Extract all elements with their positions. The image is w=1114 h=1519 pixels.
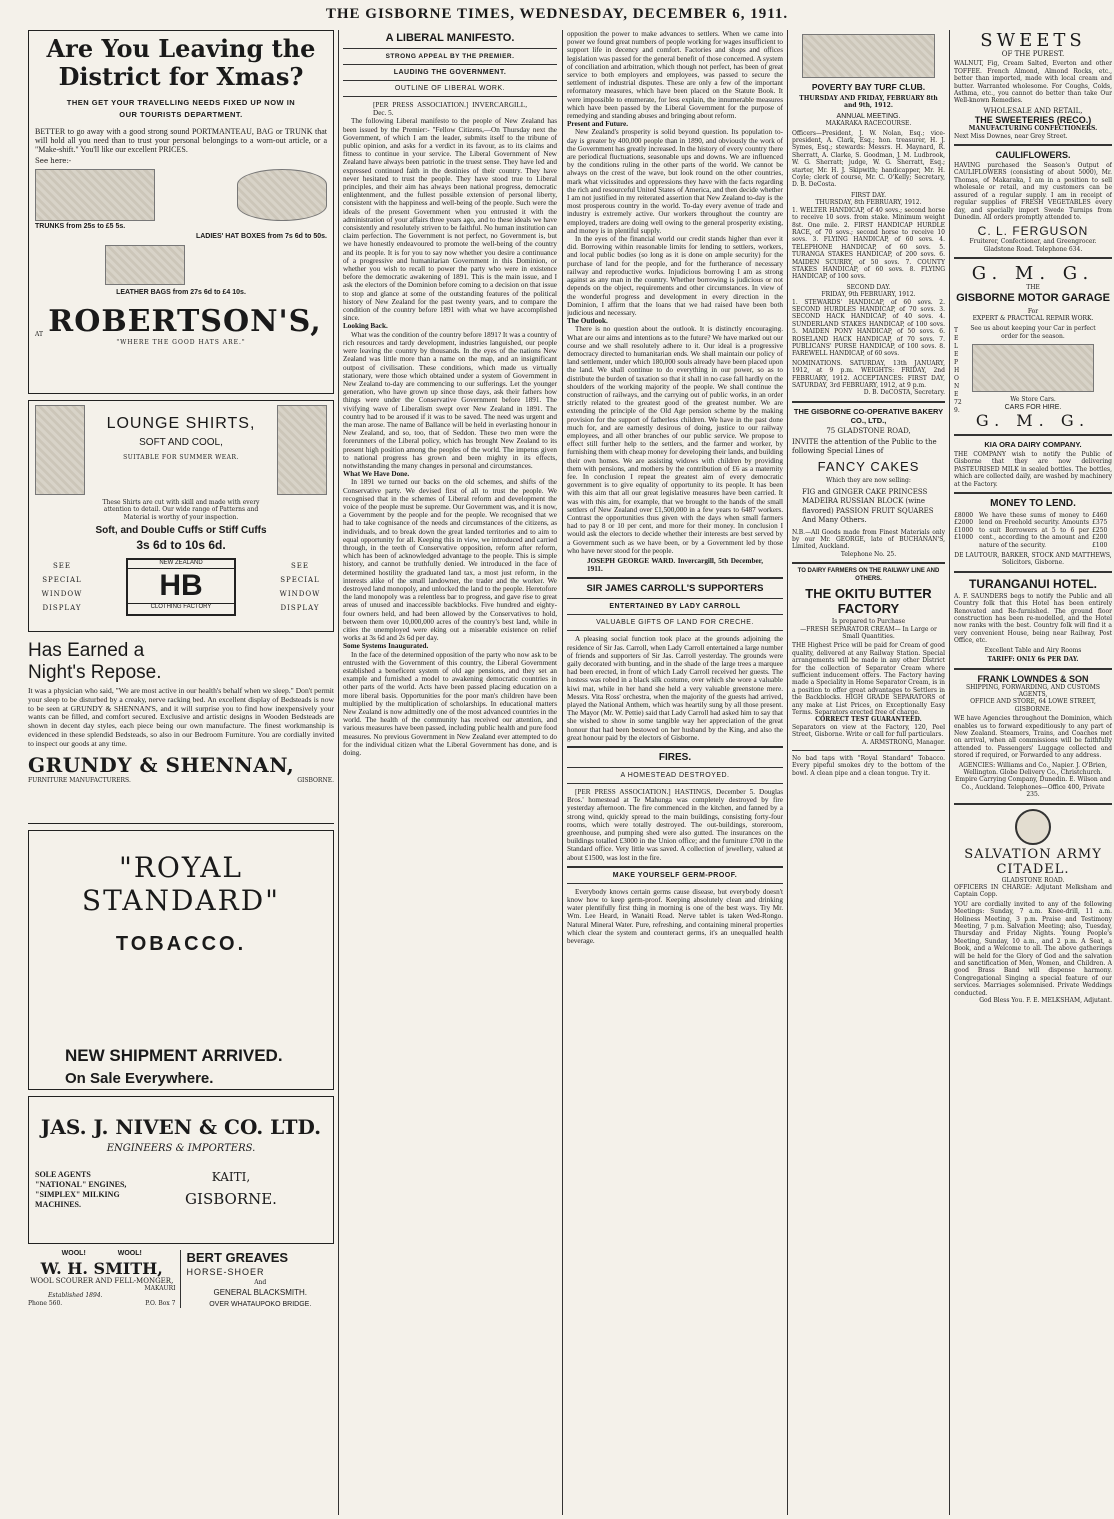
bakery-fancy-cakes: FANCY CAKES: [817, 459, 920, 475]
money-amounts-right: £460 £375 £250 £200 £100: [1092, 512, 1108, 549]
okitu-pre: TO DAIRY FARMERS ON THE RAILWAY LINE AND OTHERS.: [797, 568, 940, 582]
manifesto-para-2: What was the condition of the country before 1891? It was a country of rich resources and tardy development, industries languished, our people were leaving the country by thousands. In the eyes of the nations New Zealand was little more than a name on the map, and an insignificant outpost of civilisation. These conditions, which made us virtually stationary, were those which obtained under a system of Government in New Zealand to-day are commencing to our sufferings. Let the younger generation, who have grown up since those days, ask their fathers how things were under the Conservative Government before 1891. The vivifying wave of Liberalism swept over New Zealand in 1891. The country had to be aroused if it was to be saved. The need was urgent and the man arose. The name of Ballance will be held in everlasting honour in New Zealand, and so, too, that of Seddon. These two men were the forerunners of the Liberal policy, which has brought New Zealand to its present high position among the peoples of the world. The impetus given to national progress has grown and been mighty in its effects, notwithstanding the many changes in personal and circumstances.: [343, 330, 557, 470]
salvation-signature: God Bless You. F. E. MELKSHAM, Adjutant.: [979, 997, 1112, 1005]
sweets-purest: OF THE PUREST.: [1001, 50, 1065, 58]
trunk-illustration: [35, 169, 155, 221]
sweets-title: SWEETS: [980, 30, 1086, 51]
hb-logo-top: NEW ZEALAND: [128, 560, 234, 568]
cauliflowers-ad: [954, 150, 1112, 253]
lowndes-address: OFFICE AND STORE, 64 LOWE STREET, GISBORNE.: [970, 698, 1096, 713]
shirt-illustration-right: [277, 405, 327, 495]
greaves-ad: [187, 1250, 335, 1308]
sweets-address: Next Miss Downes, near Grey Street.: [954, 132, 1068, 140]
grundy-headline: Has Earned a Night's Repose.: [28, 640, 162, 683]
kia-ora-title: KIA ORA DAIRY COMPANY.: [984, 439, 1082, 449]
fires-subtitle: A HOMESTEAD DESTROYED.: [620, 772, 730, 780]
garage-hire: CARS FOR HIRE.: [1004, 403, 1062, 411]
hb-logo-mark: HB: [159, 568, 203, 602]
manifesto-signature: JOSEPH GEORGE WARD. Invercargill, 5th December, 1911.: [587, 557, 763, 574]
manifesto-para-4: In the face of the determined opposition of the party who now ask to be entrusted with the Government of this country, the Liberal Government established a beneficent system of old age pensions, and they set an example and furnished a model to awakening democratic countries in other parts of the world. Acts have been passed placing education on a more liberal basis. Opportunities for the poor man's children have been multiplied by the multiplication of scholarships. In educational matters New Zealand is now admittedly one of the most advanced countries in the world. The health of the community has received our attention, and various measures have been passed, including public health and pure food measures. No previous Government in New Zealand ever attempted to do for the individual citizen what the Liberal Government has done, and is doing.: [343, 650, 557, 758]
okitu-body: THE Highest Price will be paid for Cream of good quality, delivered at any Railway Station. Special arrangements will be made in any other District for the collection of Separator Cream where sufficient inducement offers. The Factory having made a Speciality in Home Separator Cream, is in a position to offer great advantages to Settlers in the Backblocks. HIGH GRADE SEPARATORS of any make at List Prices, on Exceptionally Easy Terms. Separators erected free of charge.: [792, 642, 945, 716]
salvation-title: SALVATION ARMY CITADEL.: [964, 846, 1102, 877]
bakery-address: 75 GLADSTONE ROAD,: [826, 426, 911, 435]
shirts-line2: SOFT AND COOL,: [139, 437, 223, 448]
okitu-ad: [792, 568, 945, 777]
germ-proof-body: Everybody knows certain germs cause disease, but everybody doesn't know how to keep germ-proof. Keeping absolutely clean and drinking water plentifully first thing in morning is one of the best ways. Try Mr. Wm. Lee Heard, in Wanaiti Road. Nerve tablet is taken Wed-Rongo. Natural Mineral Water. Pure, refreshing, and containing mineral properties which clear the system and counteract germs, it's an unequalled health beverage.: [567, 887, 783, 946]
bakery-title: THE GISBORNE CO-OPERATIVE BAKERY CO., LTD.,: [793, 406, 944, 425]
niven-kaiti: KAITI,: [211, 1170, 251, 1184]
see-window-right: SEE SPECIAL WINDOW DISPLAY: [279, 562, 321, 613]
column-rule: [562, 30, 563, 1515]
shirts-body: These Shirts are cut with skill and made with every attention to detail. Our wide range of Patterns and Material is worthy of your inspection.: [102, 499, 260, 521]
turf-meeting: ANNUAL MEETING.: [836, 112, 901, 120]
manifesto-byline: [PER PRESS ASSOCIATION.] INVERCARGILL, Dec. 5.: [373, 101, 527, 118]
money-title: MONEY TO LEND.: [990, 498, 1076, 509]
at-label: AT: [35, 331, 44, 339]
turanganui-hotel-ad: [954, 577, 1112, 664]
grundy-shennan-ad: [28, 638, 334, 824]
greaves-address: OVER WHATAUPOKO BRIDGE.: [209, 1301, 312, 1309]
okitu-manager: A. ARMSTRONG, Manager.: [861, 738, 945, 746]
lowndes-ad: [954, 674, 1112, 799]
column-turf-bakery-okitu: [792, 30, 945, 1515]
tobacco-title: "ROYAL STANDARD": [81, 851, 281, 917]
carroll-subtitle: ENTERTAINED BY LADY CARROLL: [609, 603, 741, 611]
greaves-trade: GENERAL BLACKSMITH.: [213, 1288, 307, 1298]
grundy-logo: GRUNDY & SHENNAN,: [28, 752, 295, 777]
motor-car-illustration: [972, 344, 1094, 392]
sweets-ad: [954, 30, 1112, 140]
germ-proof-title: MAKE YOURSELF GERM-PROOF.: [612, 871, 738, 879]
money-firm: DE LAUTOUR, BARKER, STOCK AND MATTHEWS, Solicitors, Gisborne.: [954, 552, 1112, 567]
okitu-cream: —FRESH SEPARATOR CREAM— In Large or Small Quantities.: [800, 625, 937, 640]
bakery-which: Which they are now selling:: [826, 477, 911, 485]
grundy-town: GISBORNE.: [297, 776, 334, 784]
manifesto-continued-3: In the eyes of the financial world our credit stands higher than ever it did. Borrowing within reasonable limits for lending to settlers, workers, and local public bodies (so long as it is done on ample security) for the purchase of land for the people, and for the furtherance of necessary railway and reproductive works. Injudicious borrowing I am as strong against as any man in the country. Whether borrowing is judicious or not depends on the object, requirements and other circumstances. In view of the wonderful progress and development in every direction in the Dominion, I affirm that the loans that we had raised have been both judicious and necessary.: [567, 235, 783, 317]
salvation-army-ad: [954, 809, 1112, 1005]
turf-officers: Officers—President, J. W. Nolan, Esq.; vice-president, A. Clark, Esq.; hon. treasurer, H. J. Symes, Esq.; stewards: Messrs. H. Maynard, R. Sherratt, A. Clarke, S. Goodman, J. M. Ludbrook, W. G. Sherratt; judge, W. G. Sherratt, Esq.; starter, Mr. H. J. Skipwith; handicapper, Mr. H. Coyle; clerk of course, Mr. C. O'Kelly; Secretary, D. B. DeCosta.: [792, 129, 945, 189]
smith-ad: [28, 1250, 181, 1308]
horse-racing-illustration: [802, 34, 935, 78]
bakery-nb: N.B.—All Goods made from Finest Materials only by our Mr. GEORGE, late of BUCHANAN'S, Limited, Auckland.: [792, 528, 945, 551]
see-window-left: SEE SPECIAL WINDOW DISPLAY: [41, 562, 83, 613]
sweets-manufacturing: MANUFACTURING CONFECTIONERS.: [968, 125, 1098, 133]
turf-day1: FIRST DAY.: [850, 191, 887, 199]
lowndes-title: FRANK LOWNDES & SON: [977, 673, 1089, 684]
salvation-officers: OFFICERS IN CHARGE: Adjutant Melksham and Captain Copp.: [954, 884, 1112, 899]
turf-races-day2: 1. STEWARDS' HANDICAP, of 60 sovs. 2. SECOND HURDLES HANDICAP, of 70 sovs. 3. SECOND HACK HANDICAP, of 40 sovs. 4. SUNDERLAND STAKES HANDICAP, of 100 sovs. 5. MAIDEN PONY HANDICAP, of 50 sovs. 6. ROSELAND HACK HANDICAP, of 70 sovs. 7. PUBLICANS' PURSE HANDICAP, of 100 sovs. 8. FAREWELL HANDICAP, of 60 sovs.: [792, 298, 945, 358]
garage-see: See us about keeping your Car in perfect order for the season.: [970, 325, 1096, 340]
robertsons-logo: ROBERTSON'S,: [48, 303, 322, 339]
smith-trade: WOOL SCOURER AND FELL-MONGER,: [30, 1276, 174, 1285]
column-advertisements-left: [28, 30, 334, 1515]
greaves-name: BERT GREAVES: [186, 1250, 289, 1265]
masthead: THE GISBORNE TIMES, WEDNESDAY, DECEMBER 6, 1911.: [325, 5, 789, 22]
manifesto-sub1: STRONG APPEAL BY THE PREMIER.: [385, 53, 515, 60]
niven-title: JAS. J. NIVEN & CO. LTD.: [40, 1115, 322, 1139]
carroll-subtitle-2: VALUABLE GIFTS OF LAND FOR CRECHE.: [596, 619, 754, 627]
niven-subtitle: ENGINEERS & IMPORTERS.: [106, 1143, 256, 1154]
garage-expert: EXPERT & PRACTICAL REPAIR WORK.: [972, 314, 1094, 322]
money-to-lend-ad: [954, 498, 1112, 567]
turf-day1-date: THURSDAY, 8th FEBRUARY, 1912.: [815, 199, 922, 207]
cauliflowers-body: HAVING purchased the Season's Output of CAULIFLOWERS (consisting of about 5000), Mr. Thomas, of Makaraka, I am in a position to sell wholesale or retail, and my customers can be assured of a regular supply. I am in receipt of regular supplies of FRESH VEGETABLES every day, and specially import Swede Turnips from Dunedin. All orders promptly attended to.: [954, 162, 1112, 221]
tobacco-sale: On Sale Everywhere.: [65, 1070, 214, 1087]
turf-day2: SECOND DAY.: [846, 283, 891, 291]
robertsons-ad: [28, 30, 334, 394]
lowndes-sub: SHIPPING, FORWARDING, AND CUSTOMS AGENTS,: [965, 683, 1101, 698]
smith-place: MAKAURI: [144, 1285, 176, 1292]
manifesto-title: A LIBERAL MANIFESTO.: [385, 32, 515, 44]
lounge-shirts-ad: [28, 400, 334, 632]
garage-store: We Store Cars.: [1010, 396, 1056, 404]
robertsons-headline: Are You Leaving the District for Xmas?: [46, 34, 316, 91]
shirts-line3: SUITABLE FOR SUMMER WEAR.: [123, 454, 239, 461]
manifesto-sub3: OUTLINE OF LIBERAL WORK.: [394, 85, 506, 92]
manifesto-continued-4: There is no question about the outlook. It is distinctly encouraging. What are our aims and intentions as to the future? We have marked out our course and we shall resolutely adhere to it. Our ideal is a progressive democracy directed to humanitarian ends. We shall maintain our policy of land settlement, under which 180,000 souls already have been placed upon the land. We shall continue to do everything in our power, so as to distribute the burden of taxation so that it shall in no case fall hardly on the shoulders of the working majority of the people. We shall continue the construction of railways, and the carrying out of public works, in an order strictly related to the greatest good of the greatest number. We are extending the principle of the Old Age pension scheme by the making provision for the support of fatherless children. We have in the past done much for, and are earnestly desirous of doing, justice to our railway employees, and all other branches of our public service. We propose to effect still further help to the settlers, and the farmer and worker, by furnishing them with cheap money for developing their lands, and building their own homes. We are assisting widows with children by providing them with pensions, and mothers by the contribution of £6 as a maternity fee. In conclusion I repeat the greatest aim of every democratic government is to give equality of opportunity to its people. It has been with this aim that all our great legislative measures have been carried. It was with this aim, for example, that we brought to the hands of the small settlers of New Zealand over £1,500,000 in a few years to 6487 workers. Contrast the opportunities thus given with the days when small farmers had to pay 8 or 10 per cent, and more for their money. In conclusion I would ask the electors to decide whether their interests are best served by a Government such as we have been, or by a Government led by those who have never stood for the people.: [567, 325, 783, 555]
hotel-table: Excellent Table and Airy Rooms: [984, 646, 1082, 654]
okitu-purchase: Is prepared to Purchase: [831, 618, 906, 626]
fires-title: FIRES.: [658, 752, 692, 764]
ferguson-trade: Fruiterer, Confectioner, and Greengrocer. Gladstone Road. Telephone 634.: [969, 238, 1097, 253]
greaves-horseshoer: HORSE-SHOER: [186, 1267, 265, 1277]
hb-logo: [126, 558, 236, 616]
column-rule: [949, 30, 950, 1515]
bag-illustration: [105, 245, 185, 285]
robertsons-subhead: THEN GET YOUR TRAVELLING NEEDS FIXED UP NOW IN OUR TOURISTS DEPARTMENT.: [66, 98, 296, 119]
kia-ora-body: THE COMPANY wish to notify the Public of Gisborne that they are now delivering PASTEURISED MILK in sealed bottles. The bottles, which are collected daily, are washed by machinery at the Factory.: [954, 450, 1112, 488]
hotel-tariff: TARIFF: ONLY 6s PER DAY.: [987, 656, 1079, 664]
manifesto-heading-present-future: Present and Future.: [567, 120, 629, 129]
royal-standard-tobacco-ad: [28, 830, 334, 1090]
salvation-body: YOU are cordially invited to any of the following Meetings: Sunday, 7 a.m. Knee-drill, 11 a.m. Holiness Meeting, 3 p.m. Praise and Testimony Meeting, 7 p.m. Salvation Meeting; also, Tuesday, Thursday and Friday Nights. Young People's Meeting, Sunday, 10 a.m., and 2 p.m. A Seat, a Book, and a Welcome to all. The above gatherings will be held for the Glory of God and the salvation and sanctification of Men, Women, and Children. A good Brass Band will dispense harmony. Congregational Singing a special feature of our services. Marriages solemnised. Private Weddings conducted.: [954, 900, 1112, 997]
smith-name: W. H. SMITH,: [40, 1258, 163, 1278]
robertsons-body: BETTER to go away with a good strong sound PORTMANTEAU, BAG or TRUNK that will hold all you need than to trust your personal belongings to a worn-out article, or a "Make-shift." You'll like our excellent PRICES.: [35, 127, 327, 154]
sweets-body: WALNUT, Fig, Cream Salted, Everton and other TOFFEE. French Almond, Almond Rocks, etc., better than imported, made with local cream and butter. Warranted wholesome. For Coughs, Colds, Asthma, etc., you cannot do better than take Our Well-known Remedies.: [954, 60, 1112, 105]
see-here-label: See here:-: [35, 157, 72, 165]
ferguson-name: C. L. FERGUSON: [977, 224, 1089, 239]
lowndes-body: WE have Agencies throughout the Dominion, which enables us to forward expeditiously to any part of New Zealand. Steamers, Trains, and Coaches met on arrival, when all commissions will be faithfully attended to. Passengers' Luggage collected and stored if required, or Forwarded to any address.: [954, 715, 1112, 760]
manifesto-continued-2: New Zealand's prosperity is solid beyond question. Its population to-day is greater by 400,000 people than in 1890, and obviously the work of the Government has greatly increased. In the history of every country there are periodical fluctuations, seasonable ups and downs. We are influenced by the conditions ruling in the other parts of the world. We cannot be always on the crest of the wave, but look round on the other countries, mark what vicissitudes and oppressions they have with the facts regarding the rich and resourceful United States of America, and then decide whether I am not justified in my reiterated assertion that New Zealand to-day is the most prosperous country in the world. To-day every avenue of trade and industry is extremely active. Our workers throughout the country are employed, traders are doing well owing to the general prosperity existing, and money is in plentiful supply.: [567, 128, 783, 235]
manifesto-heading-systems: Some Systems Inaugurated.: [343, 642, 429, 651]
hotel-title: TURANGANUI HOTEL.: [969, 576, 1097, 591]
okitu-title: THE OKITU BUTTER FACTORY: [805, 586, 932, 617]
column-liberal-manifesto: [343, 30, 557, 1515]
niven-agents: SOLE AGENTS "NATIONAL" ENGINES, "SIMPLEX" MILKING MACHINES.: [35, 1170, 127, 1209]
kia-ora-ad: [954, 440, 1112, 488]
okitu-view: Separators on view at the Factory, 120, Peel Street, Gisborne. Write or call for full particulars.: [792, 723, 945, 739]
hatboxes-price: LADIES' HAT BOXES from 7s 6d to 50s.: [195, 232, 327, 240]
manifesto-continued-1: opposition the power to make advances to settlers. When we came into power we found great numbers of people working for wages insufficient to support life in decency and comfort. Factories and shops and offices legislation was passed for the general benefit of those concerned. A system of conciliation and arbitration, which though not perfect, has been of great service to both employers and employees, was passed to secure the settlement of industrial disputes. These are only a few of the important reformatory measures, which have been placed on the Statute Book. It were impossible to enumerate, for less explain, the innumerable measures which have been passed by the Liberal Government for the purpose of remedying and standing abuses and bringing about reform.: [567, 30, 783, 121]
tobacco-shipment: NEW SHIPMENT ARRIVED.: [65, 1046, 283, 1065]
shirts-price: 3s 6d to 10s 6d.: [136, 538, 226, 553]
carroll-title: SIR JAMES CARROLL'S SUPPORTERS: [586, 583, 764, 595]
niven-gisborne: GISBORNE.: [185, 1190, 277, 1208]
money-body: We have these sums of money to lend on Freehold security. Amounts to suit Borrowers at 5 to 6 per cent., according to the amount and nature of the security.: [979, 512, 1089, 549]
garage-the: THE: [1026, 284, 1040, 292]
hotel-body: A. F. SAUNDERS begs to notify the Public and all Country folk that this Hotel has been entirely Renovated and Re-furnished. The ground floor construction has been re-modelled, and the Hotel now ranks with the best. Country folk will find it a very convenient House, being near Railway, Post Office, etc.: [954, 592, 1112, 645]
turf-day2-date: FRIDAY, 9th FEBRUARY, 1912.: [821, 291, 916, 299]
lowndes-agencies: AGENCIES: Williams and Co., Napier. J. O'Brien, Wellington. Globe Delivery Co., Christchurch. Empire Carrying Company, Dunedin. E. Wilson and Co., Auckland. Telephones—Office 400, Private 235.: [955, 761, 1111, 799]
bakery-ad: [792, 407, 945, 558]
motor-garage-ad: [954, 263, 1112, 430]
column-advertisements-right: [954, 30, 1112, 1515]
manifesto-sub2: LAUDING THE GOVERNMENT.: [393, 69, 507, 76]
gmg-bottom: G. M. G.: [975, 410, 1091, 430]
niven-ad: [28, 1096, 334, 1244]
bags-price: LEATHER BAGS from 27s 6d to £4 10s.: [116, 289, 246, 297]
carroll-body: A pleasing social function took place at the grounds adjoining the residence of Sir Jas. Carroll, when Lady Carroll entertained a large number of friends and supporters of Sir Jas. Carroll yesterday. The grounds were gaily decorated with bunting, and in the shade of the large trees a marquee had been erected, in front of which Lady Carroll received her guests. The hostess was robed in a black silk costume, over which she wore a valuable kiwi mat, while in her hand she held a very valuable greenstone mere. Messrs. Vita Ross' orchestra, when the majority of the guests had arrived, played the National Anthem, which was heartily sung by all those present. The Mayor (Mr. W. Pettie) said that Lady Carroll had asked him to say that she wished to show in some tangible way her appreciation of the great honour that had been bestowed on her husband by the King, and also the great honour paid by the electors of Gisborne.: [567, 635, 783, 742]
manifesto-heading-outlook: The Outlook.: [567, 317, 608, 326]
gmg-top: G. M. G.: [971, 263, 1095, 285]
tobacco-subtitle: TOBACCO.: [115, 933, 247, 955]
bakery-items: FIG and GINGER CAKE PRINCESS MADEIRA RUSSIAN BLOCK (wine flavored) PASSION FRUIT SQUARES And Many Others.: [802, 487, 934, 525]
turf-secretary: D. B. DeCOSTA, Secretary.: [863, 389, 945, 397]
cauliflowers-title: CAULIFLOWERS.: [995, 150, 1071, 161]
grundy-body: It was a physician who said, "We are most active in our health's behalf when we sleep." Don't permit your sleep to be disturbed by a creaky, nerve racking bed. An excellent display of Bedsteads is now to be seen at GRUNDY & SHENNAN'S, and it will surprise you to find how inexpensively your wants can be filled, and comfort secured. Exclusive and artistic designs in Wooden Bedsteads are shown in decent day styles, each piece being our own manufacture. The finest workmanship is evidenced in these splendid Bedsteads, so also in our Bedroom Furniture. You are cordially invited to inspect our goods at any time.: [28, 686, 334, 748]
okitu-correct-test: CORRECT TEST GUARANTEED.: [815, 716, 922, 724]
greaves-and: And: [254, 1279, 267, 1286]
sweets-wholesale: WHOLESALE AND RETAIL,: [983, 106, 1083, 115]
manifesto-heading-what-we-have-done: What We Have Done.: [343, 470, 410, 479]
column-rule: [787, 30, 788, 1515]
turf-dates: THURSDAY AND FRIDAY, FEBRUARY 8th and 9th, 1912.: [799, 95, 938, 110]
column-news: [567, 30, 783, 1515]
bakery-phone: Telephone No. 25.: [840, 550, 897, 558]
bakery-invite: INVITE the attention of the Public to the following Special Lines of: [792, 438, 937, 455]
manifesto-heading-looking-back: Looking Back.: [343, 322, 388, 331]
turf-course: MAKARAKA RACECOURSE.: [825, 120, 912, 128]
shirt-illustration-left: [35, 405, 85, 495]
hb-logo-bottom: CLOTHING FACTORY: [128, 603, 234, 611]
column-rule: [338, 30, 339, 1515]
manifesto-para-1: The following Liberal manifesto to the people of New Zealand has been issued by the Premier:- "Fellow Citizens,—On Thursday next the Government, of which I am the leader, submits itself to the tribune of public opinion, and asks for a verdict in its favour, as to its claims and fitness to continue in your service. The Liberal Government of New Zealand have always been patriotic in the truest sense. They have led and expressed continued faith in the destinies of their country. They have never hesitated to trust the people. They have stood true to Liberal principles, and their aim has always been national progress, democratic enlightenment, and the fullest possible extension of personal liberty, consistent with the happiness and well-being of the people. Such were the ideals of the present Government when you entrusted it with the administration of your affairs three years ago, and to these ideals we have consistently and resolutely striven to be faithful. No human institution can claim perfection. The Government is not perfect, no Government is, but we have honestly endeavoured to promote the well-being of the country and its people. It is for you to say now whether you desire a continuance of a progressive and humanitarian Government in this Dominion, or whether you wish to recall to power the party who were in existence before the democratic awakening of 1891. This is the main issue, and I ask the electors of the Dominion before coming to a decision on that issue to stop and glance at some of the outstanding features of the political history of New Zealand for the past twenty years, and to compare the condition of the country before 1891 with what we have accomplished since.: [343, 117, 557, 323]
royal-standard-note: No bad taps with "Royal Standard" Tobacco. Every pipeful smokes dry to the bottom of the bowl. A clean pipe and a clean tongue. Try it.: [792, 755, 945, 777]
grundy-trade: FURNITURE MANUFACTURERS.: [28, 776, 131, 784]
robertsons-tagline: "WHERE THE GOOD HATS ARE.": [116, 338, 246, 346]
money-amounts-left: £8000 £2000 £1000 £1000: [954, 512, 974, 542]
hatbox-illustration: [237, 169, 327, 221]
turf-nominations: NOMINATIONS. SATURDAY, 13th JANUARY, 1912, at 9 p.m. WEIGHTS: FRIDAY, 2nd FEBRUARY, 1912. ACCEPTANCES: FIRST DAY, SATURDAY, 3rd FEBRUARY, 1912, at 9 p.m.: [792, 359, 945, 390]
salvation-address: GLADSTONE ROAD.: [1001, 876, 1065, 884]
smith-box: P.O. Box 7: [145, 1299, 176, 1307]
bottom-ads-row: [28, 1250, 334, 1308]
smith-phone: Phone 560.: [28, 1299, 63, 1307]
trunks-price: TRUNKS from 25s to £5 5s.: [35, 222, 126, 230]
fires-body: [PER PRESS ASSOCIATION.] HASTINGS, December 5. Douglas Bros.' homestead at Te Mahunga was completely destroyed by fire yesterday afternoon. The fire commenced in the kitchen, and fanned by a strong wind, quickly spread to the main buildings, consisting forty-four rooms, which were totally destroyed. The out-buildings, storeroom, greenhouse, and pumping shed were also gutted. The insurances on the buildings totalled £3000 in the Union office; and the furniture £700 in the Standard office. Very little was saved. A collection of jewellery, valued at about £1500, was lost in the fire.: [567, 788, 783, 862]
garage-for: For: [1027, 307, 1039, 315]
manifesto-para-3: In 1891 we turned our backs on the old schemes, and shifts of the Conservative party. We devised first of all to trust the people. We recognised that in the schemes of Liberal reform and development the voice of the people must be supreme. Our Government was, and it is now, a Government by the people and for the people. We recognised that we had to take cognisance of the needs and circumstances of the citizens, as individuals, and to break down the great landed territories and to aim to equal opportunity for all. Keeping this in view, we introduced and carried through, in the teeth of Conservative opposition, reform after reform, which has been of acknowledged advantage to the people. This is simple history, and cannot be truthfully denied. We introduced in the face of determined hostility the graduated land tax, a most just reform, in the interests alike of the small landowner, the trader and the worker. We destroyed land monopoly, and unlocked the land to the people. Heretofore the land monopoly was a relentless bar to progress, and gave rise to great areas of unused and inaccessible backblocks. Five hundred and eighty-four owners held, and had been allowed by the Conservatives to hold, between them over 10,000,000 acres of the country's best land, while in cities the unemployed were eking out a miserable existence on relief works at 3s 6d and 2s 6d per day.: [343, 478, 557, 643]
garage-title: GISBORNE MOTOR GARAGE: [956, 291, 1110, 304]
turf-races-day1: 1. WELTER HANDICAP, of 40 sovs.; second horse to receive 10 sovs. from stake. Minimum weight 8st. One mile. 2. FIRST HANDICAP HURDLE RACE, of 70 sovs.; second horse to receive 10 sovs. 3. FLYING HANDICAP, of 60 sovs. 4. TELEPHONE HANDICAP, of 60 sovs. 5. TURANGA STAKES HANDICAP, of 200 sovs. 6. MAIDEN SCURRY, of 50 sovs. 7. COUNTY STAKES HANDICAP, of 60 sovs. 8. FLYING HANDICAP, of 100 sovs.: [792, 206, 945, 281]
turf-club-title: POVERTY BAY TURF CLUB.: [811, 82, 926, 92]
salvation-crest: [1015, 809, 1051, 845]
shirts-cuffs: Soft, and Double Cuffs or Stiff Cuffs: [95, 525, 267, 537]
garage-telephone: TELEPHONE 729.: [954, 327, 962, 415]
smith-established: Established 1894.: [48, 1292, 103, 1300]
smith-wool: WOOL! WOOL!: [61, 1250, 142, 1257]
shirts-title: LOUNGE SHIRTS,: [106, 415, 256, 432]
sweets-company: THE SWEETERIES (RECO.): [974, 115, 1092, 126]
